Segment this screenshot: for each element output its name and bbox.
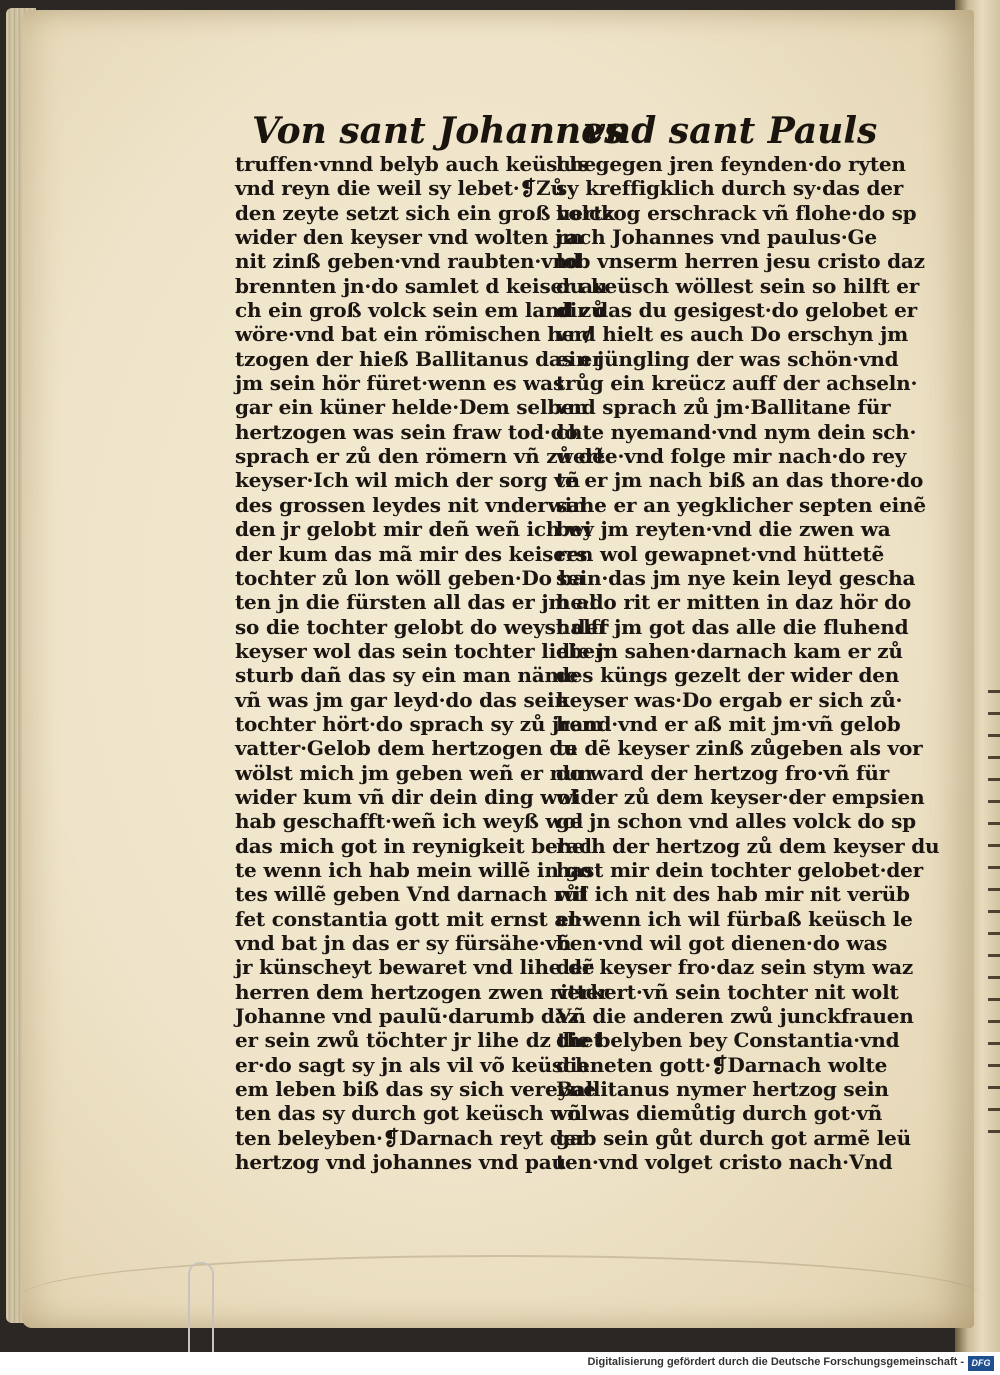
text-line: keyser wol das sein tochter lieber bbox=[235, 638, 606, 663]
text-line: vnd sprach zů jm·Ballitane für bbox=[556, 395, 891, 420]
text-line: hertzog vnd johannes vnd pau bbox=[235, 1150, 566, 1175]
text-line: fet constantia gott mit ernst an· bbox=[235, 906, 589, 931]
text-line: werte·vnd folge mir nach·do rey bbox=[556, 444, 907, 469]
text-line: so die tochter gelobt do weyst der bbox=[235, 614, 609, 639]
text-line: sturb dañ das sy ein man näme bbox=[235, 663, 579, 688]
text-line: wöre·vnd bat ein römischen her/ bbox=[235, 322, 592, 347]
text-line: wider den keyser vnd wolten jm bbox=[235, 225, 584, 250]
text-line: tes willẽ geben Vnd darnach růf bbox=[235, 882, 587, 907]
text-line: ten das sy durch got keüsch wol bbox=[235, 1101, 588, 1126]
text-line: do ward der hertzog fro·vñ für bbox=[556, 760, 890, 785]
text-line: lus gegen jren feynden·do ryten bbox=[556, 152, 906, 176]
text-line: sahe er an yegklicher septen einẽ bbox=[556, 492, 926, 517]
text-line: wider zů dem keyser·der empsien bbox=[556, 784, 925, 809]
text-line: keyser was·Do ergab er sich zů· bbox=[556, 687, 903, 712]
text-line: rach Johannes vnd paulus·Ge bbox=[556, 225, 877, 250]
text-line: die jn sahen·darnach kam er zů bbox=[556, 638, 903, 663]
text-line: vñ was diemůtig durch got·vñ bbox=[556, 1101, 883, 1126]
text-line: du keüsch wöllest sein so hilft er bbox=[556, 273, 920, 298]
text-line: truffen·vnnd belyb auch keüsche bbox=[235, 152, 597, 176]
text-line: hand·vnd er aß mit jm·vñ gelob bbox=[556, 711, 901, 736]
text-line: Vñ die anderen zwů junckfrauen bbox=[556, 1004, 914, 1029]
text-line: sein·das jm nye kein leyd gescha bbox=[556, 565, 916, 590]
footer-bar bbox=[0, 1352, 1000, 1375]
text-line: wil ich nit des hab mir nit verüb bbox=[556, 882, 910, 907]
text-line: jr künscheyt bewaret vnd lihe dẽ bbox=[235, 955, 595, 980]
text-line: tochter zů lon wöll geben·Do ba bbox=[235, 565, 586, 590]
text-line: die belyben bey Constantia·vnd bbox=[556, 1028, 900, 1053]
text-line: dieneten gott·❡Darnach wolte bbox=[556, 1052, 888, 1077]
text-line: hertzogen was sein fraw tod·do bbox=[235, 419, 578, 444]
running-title-left: Von sant Johannes bbox=[252, 110, 625, 152]
text-line: rach der hertzog zů dem keyser du bbox=[556, 833, 940, 858]
text-line: herren dem hertzogen zwen ritter bbox=[235, 979, 609, 1004]
text-line: lob vnserm herren jesu cristo daz bbox=[556, 249, 925, 274]
text-line: er sein zwů töchter jr lihe dz thet bbox=[235, 1028, 603, 1053]
dfg-logo: DFG bbox=[968, 1356, 994, 1371]
funding-credit: Digitalisierung gefördert durch die Deutsche Forschungsgemeinschaft - bbox=[587, 1356, 964, 1368]
text-line: vnd bat jn das er sy fürsähe·vñ bbox=[235, 931, 572, 955]
text-line: ein jüngling der was schön·vnd bbox=[556, 346, 899, 371]
text-line: verkert·vñ sein tochter nit wolt bbox=[556, 979, 899, 1004]
text-column-left bbox=[235, 152, 615, 1175]
text-line: ten jn die fürsten all das er jm al bbox=[235, 590, 597, 615]
text-line: te er jm nach biß an das thore·do bbox=[556, 468, 924, 493]
text-line: hertzog erschrack vñ flohe·do sp bbox=[556, 200, 917, 225]
text-line: ge jn schon vnd alles volck do sp bbox=[556, 809, 916, 834]
text-line: des grossen leydes nit vnderwin bbox=[235, 492, 587, 517]
text-line: der keyser fro·daz sein stym waz bbox=[556, 955, 914, 980]
text-line: den zeyte setzt sich ein groß volck bbox=[235, 200, 615, 225]
page-curl bbox=[22, 1255, 982, 1337]
text-line: te dẽ keyser zinß zůgeben als vor bbox=[556, 736, 923, 761]
text-line: jm sein hör füret·wenn es was bbox=[235, 371, 565, 396]
text-line: ben·vnd wil got dienen·do was bbox=[556, 931, 888, 955]
page-clip bbox=[188, 1262, 214, 1354]
text-line: em leben biß das sy sich vereyne bbox=[235, 1077, 596, 1102]
facing-page-marks bbox=[988, 690, 1000, 1150]
text-line: er·do sagt sy jn als vil võ keüsch bbox=[235, 1052, 590, 1077]
text-line: der kum das mã mir des keisers bbox=[235, 541, 588, 566]
text-line: den jr gelobt mir deñ weñ ich wi bbox=[235, 517, 592, 542]
running-title-right: vnd sant Pauls bbox=[584, 110, 878, 152]
text-line: des küngs gezelt der wider den bbox=[556, 663, 900, 688]
text-line: brennten jn·do samlet d keiser au bbox=[235, 273, 608, 298]
text-line: ren wol gewapnet·vnd hüttetẽ bbox=[556, 541, 884, 566]
text-line: sy kreffigklich durch sy·das der bbox=[556, 176, 904, 201]
text-line: halff jm got das alle die fluhend bbox=[556, 614, 909, 639]
text-line: ch ein groß volck sein em land zů bbox=[235, 298, 606, 323]
text-line: vñ was jm gar leyd·do das sein bbox=[235, 687, 569, 712]
text-line: wider kum vñ dir dein ding wol bbox=[235, 784, 578, 809]
text-line: dir das du gesigest·do gelobet er bbox=[556, 298, 917, 323]
text-line: vatter·Gelob dem hertzogen du bbox=[235, 736, 578, 761]
text-line: das mich got in reynigkeit behel bbox=[235, 833, 592, 858]
text-line: sprach er zů den römern vñ zů dẽ bbox=[235, 444, 605, 469]
text-line: hast mir dein tochter gelobet·der bbox=[556, 857, 923, 882]
text-line: gar ein küner helde·Dem selben bbox=[235, 395, 588, 420]
text-line: keyser·Ich wil mich der sorg vñ bbox=[235, 468, 580, 493]
text-line: Johanne vnd paulũ·darumb daz bbox=[235, 1004, 579, 1029]
text-line: vnd hielt es auch Do erschyn jm bbox=[556, 322, 909, 347]
text-line: tochter hört·do sprach sy zů jrem bbox=[235, 711, 603, 736]
text-line: Ballitanus nymer hertzog sein bbox=[556, 1077, 889, 1102]
text-line: ten beleyben·❡Darnach reyt der bbox=[235, 1125, 587, 1150]
text-line: gab sein gůt durch got armẽ leü bbox=[556, 1125, 911, 1150]
text-line: vnd reyn die weil sy lebet·❡Zů bbox=[235, 176, 565, 201]
text-line: nit zinß geben·vnd raubten·vnd bbox=[235, 249, 581, 274]
text-line: bey jm reyten·vnd die zwen wa bbox=[556, 517, 891, 542]
text-line: ten·vnd volget cristo nach·Vnd bbox=[556, 1150, 893, 1175]
text-line: wölst mich jm geben weñ er nun bbox=[235, 760, 593, 785]
text-line: hab geschafft·weñ ich weyß wol bbox=[235, 809, 584, 834]
text-line: he·do rit er mitten in daz hör do bbox=[556, 590, 912, 615]
text-line: el·wenn ich wil fürbaß keüsch le bbox=[556, 906, 913, 931]
text-line: chte nyemand·vnd nym dein sch· bbox=[556, 419, 917, 444]
text-line: trůg ein kreücz auff der achseln· bbox=[556, 371, 918, 396]
text-column-right bbox=[556, 152, 940, 1175]
text-line: te wenn ich hab mein willẽ in go bbox=[235, 857, 593, 882]
text-line: tzogen der hieß Ballitanus das er bbox=[235, 346, 603, 371]
